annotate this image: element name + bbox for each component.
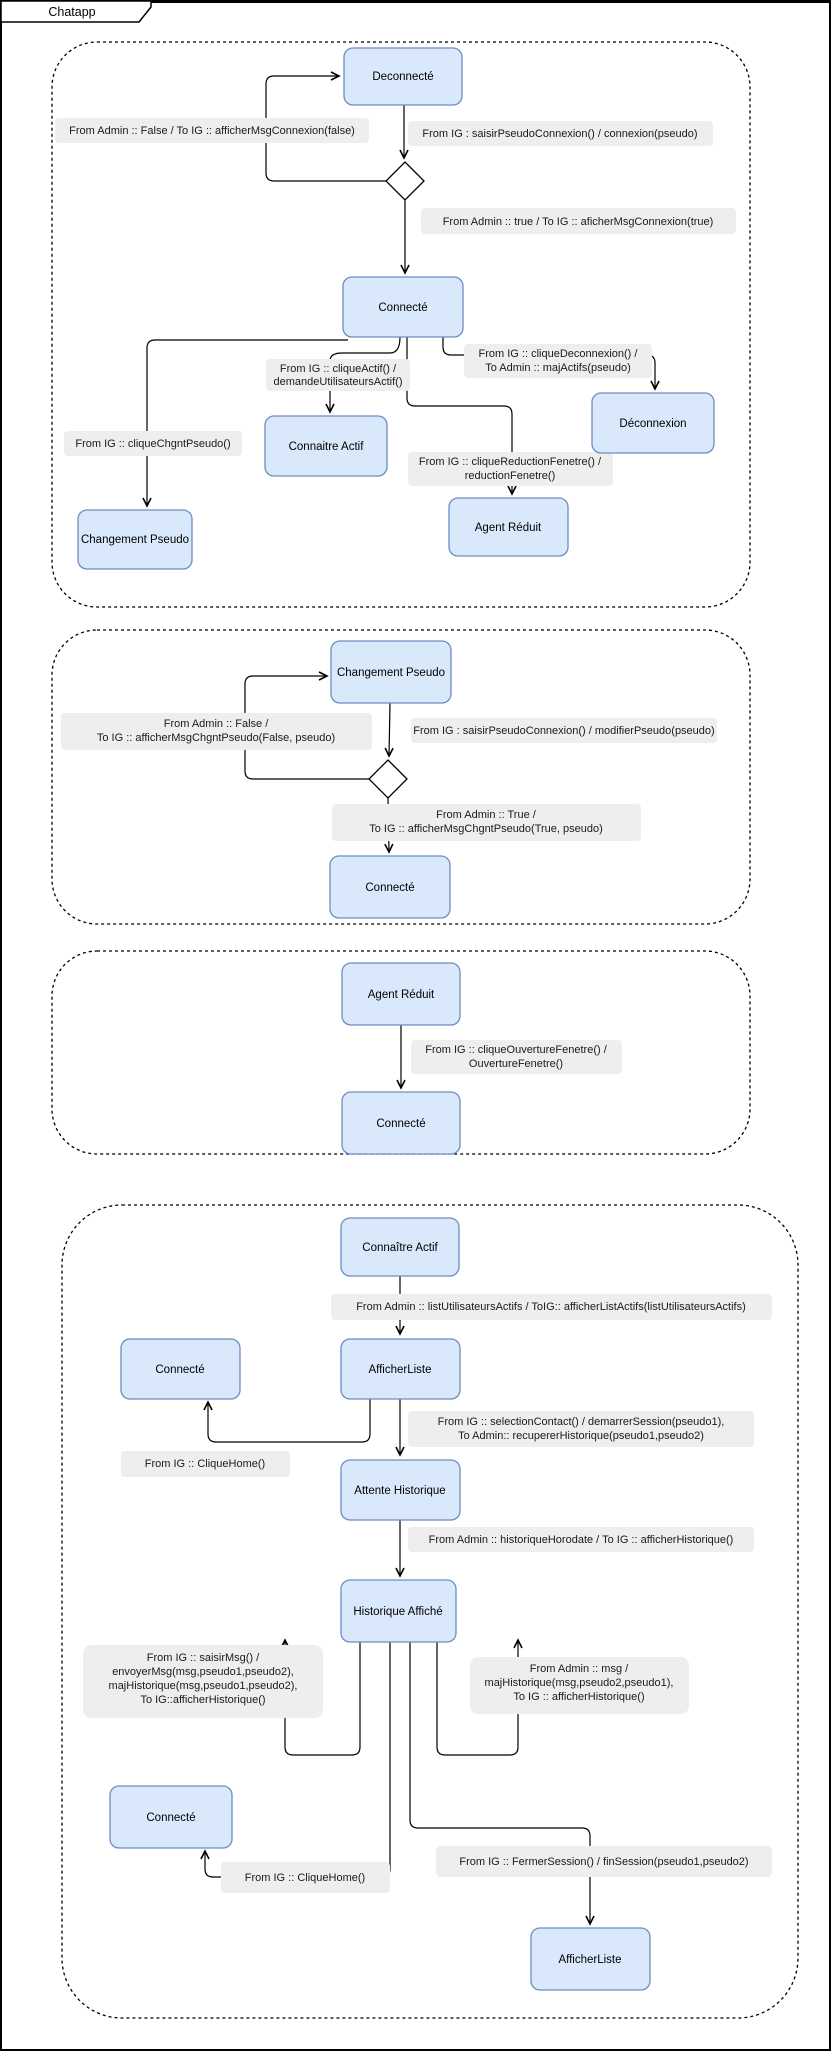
svg-text:To IG::afficherHistorique(): To IG::afficherHistorique() [140, 1694, 266, 1706]
svg-text:To IG :: afficherMsgChgntPseud: To IG :: afficherMsgChgntPseudo(True, pseudo) [369, 823, 603, 835]
edge-label-maj-historique-admin[interactable] [470, 1657, 689, 1714]
state-connecte-c4-bas[interactable] [110, 1786, 232, 1848]
svg-text:AfficherListe: AfficherListe [558, 1954, 622, 1966]
svg-text:From IG :: saisirMsg() /: From IG :: saisirMsg() / [146, 1652, 260, 1664]
svg-text:Attente Historique: Attente Historique [354, 1485, 446, 1497]
svg-text:Changement Pseudo: Changement Pseudo [336, 667, 446, 679]
svg-text:From IG :: cliqueDeconnexion(): From IG :: cliqueDeconnexion() / [478, 348, 638, 360]
frame-title: Chatapp [48, 5, 96, 19]
state-attente-historique[interactable] [341, 1460, 460, 1520]
svg-text:Connaitre Actif: Connaitre Actif [288, 441, 364, 453]
edge-label-fermer-session[interactable] [436, 1846, 772, 1877]
state-deconnexion[interactable] [592, 393, 714, 453]
edge-label-historique-horodate[interactable] [408, 1527, 754, 1552]
svg-text:Agent Réduit: Agent Réduit [367, 989, 435, 1001]
svg-text:Connecté: Connecté [146, 1812, 196, 1824]
svg-text:From IG :: cliqueActif() /: From IG :: cliqueActif() / [279, 363, 397, 375]
svg-text:To IG :: afficherMsgChgntPseud: To IG :: afficherMsgChgntPseudo(False, pseudo) [96, 732, 336, 744]
edge-label-saisir-msg[interactable] [83, 1645, 323, 1718]
svg-text:To Admin :: majActifs(pseudo): To Admin :: majActifs(pseudo) [485, 362, 631, 374]
state-connecte-c3[interactable] [342, 1092, 460, 1154]
state-connecte-c1[interactable] [343, 277, 463, 337]
svg-text:reductionFenetre(): reductionFenetre() [464, 470, 556, 482]
edge-label-list-utilisateurs-actifs[interactable] [331, 1294, 772, 1320]
state-historique-affiche[interactable] [341, 1580, 456, 1642]
svg-text:From Admin :: msg /: From Admin :: msg / [529, 1663, 629, 1675]
edge-label-saisir-pseudo-connexion[interactable] [408, 121, 713, 146]
state-agent-reduit-c1[interactable] [449, 498, 568, 556]
edge-label-aficher-msg-connexion-true[interactable] [421, 208, 736, 234]
svg-text:From Admin :: listUtilisateurs: From Admin :: listUtilisateursActifs / ToIG:: afficherListActifs(listUtilisateursActifs) [356, 1301, 746, 1313]
svg-text:From IG : saisirPseudoConnexio: From IG : saisirPseudoConnexion() / connexion(pseudo) [422, 128, 698, 140]
svg-text:Changement Pseudo: Changement Pseudo [80, 534, 190, 546]
svg-text:Déconnexion: Déconnexion [619, 418, 687, 430]
svg-text:Connaître Actif: Connaître Actif [362, 1242, 438, 1254]
svg-text:From IG :: cliqueOuvertureFene: From IG :: cliqueOuvertureFenetre() / [425, 1044, 607, 1056]
svg-text:From IG :: cliqueReductionFene: From IG :: cliqueReductionFenetre() / [418, 456, 602, 468]
svg-text:majHistorique(msg,pseudo2,pseu: majHistorique(msg,pseudo2,pseudo1), [484, 1677, 674, 1689]
svg-text:AfficherListe: AfficherListe [368, 1364, 432, 1376]
svg-text:From Admin :: True /: From Admin :: True / [436, 809, 536, 821]
svg-text:From IG : saisirPseudoConnexio: From IG : saisirPseudoConnexion() / modifierPseudo(pseudo) [413, 725, 715, 737]
frame-label [1, 1, 151, 22]
state-connaitre-actif-c4[interactable] [341, 1218, 459, 1276]
edge-label-clique-reduction-fenetre[interactable] [408, 452, 613, 486]
svg-text:From IG :: CliqueHome(): From IG :: CliqueHome() [244, 1872, 366, 1884]
state-changement-pseudo-c1[interactable] [78, 510, 192, 569]
svg-text:From Admin :: False / To IG :: From Admin :: False / To IG :: afficherMsgConnexion(false) [69, 125, 355, 137]
edge-label-afficher-msg-chgnt-true[interactable] [332, 804, 641, 841]
svg-text:To IG :: afficherHistorique(): To IG :: afficherHistorique() [513, 1691, 645, 1703]
edge-label-afficher-msg-connexion-false[interactable] [55, 118, 369, 143]
edge-label-clique-ouverture-fenetre[interactable] [411, 1040, 622, 1074]
state-connaitre-actif-c1[interactable] [265, 416, 387, 476]
svg-text:demandeUtilisateursActif(): demandeUtilisateursActif() [273, 376, 403, 388]
svg-text:From IG :: cliqueChgntPseudo(): From IG :: cliqueChgntPseudo() [75, 438, 231, 450]
svg-text:Deconnecté: Deconnecté [372, 71, 434, 83]
edge-label-clique-actif[interactable] [266, 359, 410, 391]
state-changement-pseudo-c2[interactable] [331, 641, 451, 703]
edge-label-selection-contact[interactable] [408, 1411, 754, 1447]
svg-text:From IG :: FermerSession() / f: From IG :: FermerSession() / finSession(pseudo1,pseudo2) [459, 1856, 749, 1868]
svg-text:From Admin :: False /: From Admin :: False / [163, 718, 269, 730]
svg-text:Connecté: Connecté [378, 302, 428, 314]
svg-text:From IG :: CliqueHome(): From IG :: CliqueHome() [144, 1458, 266, 1470]
state-connecte-c4-haut[interactable] [121, 1339, 240, 1399]
svg-text:OuvertureFenetre(): OuvertureFenetre() [468, 1058, 564, 1070]
svg-text:Agent Réduit: Agent Réduit [474, 522, 542, 534]
state-afficher-liste[interactable] [341, 1339, 460, 1399]
svg-text:From Admin :: true / To IG ::: From Admin :: true / To IG :: aficherMsgConnexion(true) [442, 216, 714, 228]
svg-text:To Admin:: recupererHistorique: To Admin:: recupererHistorique(pseudo1,pseudo2) [458, 1430, 704, 1442]
state-connecte-c2[interactable] [330, 856, 450, 918]
state-afficher-liste-bas[interactable] [531, 1928, 650, 1990]
svg-text:majHistorique(msg,pseudo1,pseu: majHistorique(msg,pseudo1,pseudo2), [108, 1680, 298, 1692]
state-deconnecte[interactable] [344, 48, 462, 105]
svg-text:envoyerMsg(msg,pseudo1,pseudo2: envoyerMsg(msg,pseudo1,pseudo2), [112, 1666, 294, 1678]
svg-text:From Admin :: historiqueHoroda: From Admin :: historiqueHorodate / To IG :: afficherHistorique() [428, 1534, 734, 1546]
edge-label-clique-deconnexion[interactable] [464, 344, 652, 378]
state-agent-reduit-c3[interactable] [342, 963, 460, 1025]
edge-label-modifier-pseudo[interactable] [411, 718, 717, 743]
svg-text:Historique Affiché: Historique Affiché [353, 1606, 443, 1618]
svg-text:Connecté: Connecté [155, 1364, 205, 1376]
svg-text:Connecté: Connecté [365, 882, 415, 894]
edge-label-clique-chgnt-pseudo[interactable] [64, 431, 242, 456]
svg-text:From IG :: selectionContact(): From IG :: selectionContact() / demarrerSession(pseudo1), [437, 1416, 725, 1428]
edge-label-clique-home-haut[interactable] [121, 1451, 290, 1477]
svg-text:Connecté: Connecté [376, 1118, 426, 1130]
edge-label-afficher-msg-chgnt-false[interactable] [61, 713, 372, 750]
edge-label-clique-home-bas[interactable] [221, 1862, 390, 1893]
